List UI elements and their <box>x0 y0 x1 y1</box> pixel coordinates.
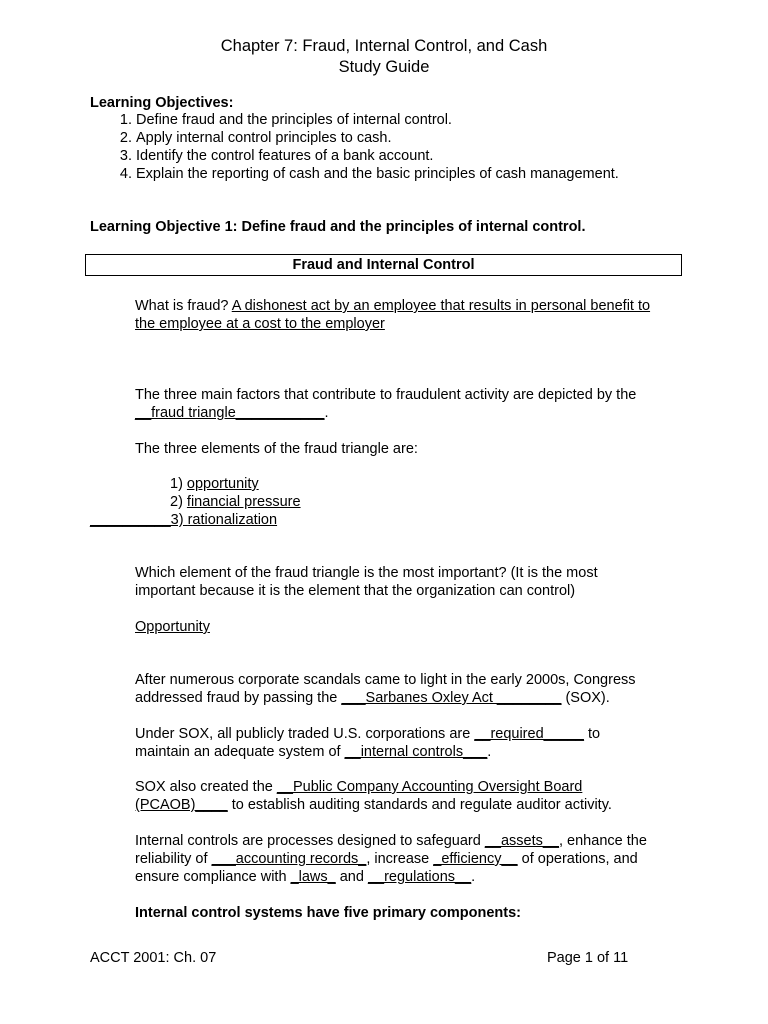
element-3-answer: rationalization <box>187 512 278 528</box>
controls-line1 <box>135 832 647 850</box>
fraud-question-line <box>135 297 650 315</box>
controls-text: . <box>471 869 476 885</box>
triangle-period: . <box>324 405 329 421</box>
sox-p3-text-end: to establish auditing standards and regulate auditor activity. <box>227 797 612 813</box>
objective-item: 3. Identify the control features of a bank account. <box>136 147 619 165</box>
element-1-answer: opportunity <box>186 476 259 492</box>
triangle-sentence: The three main factors that contribute to fraudulent activity are depicted by the <box>135 387 637 403</box>
components-heading: Internal control systems have five primary components: <box>135 905 521 921</box>
sox-p2-period: . <box>487 744 492 760</box>
important-question-1: Which element of the fraud triangle is the most important? (It is the most <box>135 565 598 581</box>
laws-answer: _laws_ <box>290 869 336 885</box>
document-title: Chapter 7: Fraud, Internal Control, and Cash <box>220 37 548 55</box>
element-2-number: 2) <box>170 494 187 510</box>
sox-p2-text: Under SOX, all publicly traded U.S. corporations are <box>135 726 475 742</box>
lo1-heading: Learning Objective 1: Define fraud and the principles of internal control. <box>90 219 586 235</box>
footer-course: ACCT 2001: Ch. 07 <box>90 950 217 966</box>
footer-page-number: Page 1 of 11 <box>547 950 629 966</box>
objectives-heading: Learning Objectives: <box>90 95 234 111</box>
objective-item: 4. Explain the reporting of cash and the basic principles of cash management. <box>136 165 619 183</box>
sox-act-answer: ___Sarbanes Oxley Act ________ <box>341 690 562 706</box>
controls-text: and <box>335 869 368 885</box>
regulations-answer: __regulations__ <box>367 869 472 885</box>
triangle-answer: __fraud triangle___________ <box>135 405 325 421</box>
pcaob-answer-continued: (PCAOB)____ <box>135 797 228 813</box>
document-subtitle: Study Guide <box>338 58 430 76</box>
efficiency-answer: _efficiency__ <box>433 851 518 867</box>
sox-p2-text2: maintain an adequate system of <box>135 744 345 760</box>
important-question-2: important because it is the element that the organization can control) <box>135 583 576 599</box>
controls-text: , enhance the <box>559 833 647 849</box>
element-2 <box>170 493 301 511</box>
sox-p1-text: addressed fraud by passing the <box>135 690 342 706</box>
objective-item: 1. Define fraud and the principles of internal control. <box>136 111 619 129</box>
objectives-list <box>90 111 619 183</box>
fraud-answer-continued: the employee at a cost to the employer <box>135 316 385 332</box>
sox-p2-line1 <box>135 725 600 743</box>
triangle-answer-line <box>135 404 329 422</box>
required-answer: __required_____ <box>474 726 584 742</box>
element-3-number: __________3) <box>90 512 188 528</box>
controls-text: of operations, and <box>517 851 638 867</box>
element-3 <box>90 511 277 529</box>
controls-line2 <box>135 850 638 868</box>
records-answer: ___accounting records_ <box>211 851 367 867</box>
sox-p1-line2 <box>135 689 610 707</box>
fraud-question: What is fraud? <box>135 298 232 314</box>
sox-p3-line1 <box>135 778 582 796</box>
section-title-box: Fraud and Internal Control <box>85 254 682 276</box>
sox-p1-text-end: (SOX). <box>561 690 610 706</box>
controls-text: , increase <box>366 851 434 867</box>
controls-text: ensure compliance with <box>135 869 291 885</box>
sox-p1-line1: After numerous corporate scandals came to light in the early 2000s, Congress <box>135 672 636 688</box>
important-answer: Opportunity <box>135 619 210 635</box>
fraud-answer: A dishonest act by an employee that results in personal benefit to <box>231 298 651 314</box>
sox-p2-text-end: to <box>583 726 601 742</box>
internal-controls-answer: __internal controls___ <box>344 744 488 760</box>
element-1-number: 1) <box>170 476 187 492</box>
elements-intro: The three elements of the fraud triangle are: <box>135 441 418 457</box>
assets-answer: __assets__ <box>484 833 559 849</box>
element-2-answer: financial pressure <box>186 494 301 510</box>
sox-p2-line2 <box>135 743 491 761</box>
controls-text: reliability of <box>135 851 212 867</box>
element-1 <box>170 475 259 493</box>
controls-line3 <box>135 868 475 886</box>
sox-p3-line2 <box>135 796 612 814</box>
objective-item: 2. Apply internal control principles to cash. <box>136 129 619 147</box>
controls-text: Internal controls are processes designed to safeguard <box>135 833 485 849</box>
pcaob-answer: __Public Company Accounting Oversight Board <box>276 779 583 795</box>
sox-p3-text: SOX also created the <box>135 779 277 795</box>
